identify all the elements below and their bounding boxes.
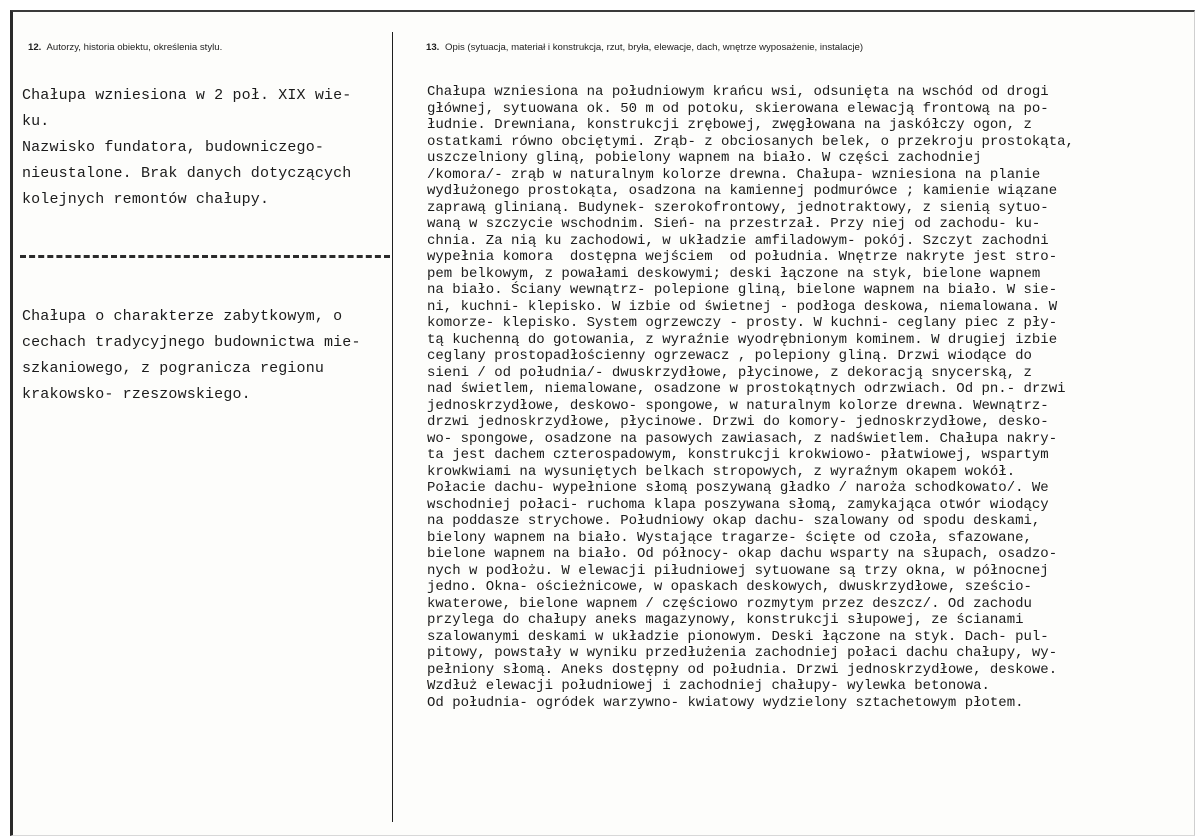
description-line: bielony wapnem na biało. Wystające tragarze- ścięte od czoła, sfazowane, [427, 529, 1032, 546]
description-line: na poddasze strychowe. Południowy okap dachu- szalowany od spodu deskami, [427, 513, 1041, 529]
description-line: zaprawą glinianą. Budynek- szerokofrontowy, jednotraktowy, z sienią sytuo- [427, 199, 1049, 216]
description-line: tą kuchenną do gotowania, z wyraźnie wyodrębnionym kominem. W drugiej izbie [427, 331, 1058, 348]
description-line: ta jest dachem czterospadowym, konstrukcji krokwiowo- płatwiowej, wspartym [427, 447, 1049, 463]
style-line: krakowsko- rzeszowskiego. [22, 386, 251, 403]
description-line: sieni / od południa/- dwuskrzydłowe, płycinowe, z dekoracją snycerską, z [427, 364, 1032, 381]
style-text [22, 304, 402, 408]
description-text [427, 84, 1187, 711]
history-line: kolejnych remontów chałupy. [22, 191, 270, 208]
description-line: komorze- klepisko. System ogrzewczy - prosty. W kuchni- ceglany piec z pły- [427, 315, 1058, 331]
history-line: Nazwisko fundatora, budowniczego- [22, 139, 324, 156]
description-line: ni, kuchni- klepisko. W izbie od świetnej - podłoga deskowa, niemalowana. W [427, 298, 1058, 315]
description-line: krowkwiami na wysuniętych belkach stropowych, z wyraźnym okapem wokół. [427, 463, 1016, 480]
section-13-number: 13. [426, 42, 440, 53]
history-line: ku. [22, 113, 50, 130]
description-line: uszczelniony gliną, pobielony wapnem na biało. W części zachodniej [427, 150, 982, 166]
description-line: waną w szczycie wschodnim. Sień- na przestrzał. Przy niej od zachodu- ku- [427, 216, 1041, 232]
description-line: głównej, sytuowana ok. 50 m od potoku, skierowana elewacją frontową na po- [427, 100, 1049, 117]
description-line: Połacie dachu- wypełnione słomą poszywaną gładko / naroża schodkowato/. We [427, 480, 1049, 496]
description-line: bielone wapnem na biało. Od północy- okap dachu wsparty na słupach, osadzo- [427, 546, 1058, 562]
style-line: Chałupa o charakterze zabytkowym, o [22, 308, 343, 325]
description-line: ostatkami równo obciętymi. Zrąb- z obciosanych belek, o przekroju prostokąta, [427, 133, 1074, 150]
section-13-title: Opis (sytuacja, materiał i konstrukcja, rzut, bryła, elewacje, dach, wnętrze wyposażenie, instalacje) [445, 42, 864, 53]
history-line: Chałupa wzniesiona w 2 poł. XIX wie- [22, 87, 352, 104]
description-line: wo- spongowe, osadzone na pasowych zawiasach, z nadświetlem. Chałupa nakry- [427, 430, 1058, 447]
section-13-header [426, 42, 863, 53]
description-line: pitowy, powstały w wyniku przedłużenia zachodniej połaci dachu chałupy, wy- [427, 645, 1058, 661]
description-line: wydłużonego prostokąta, osadzona na kamiennej podmurówce ; kamienie wiązane [427, 183, 1058, 199]
description-line: łudnie. Drewniana, konstrukcji zrębowej, zwęgłowana na jaskółczy ogon, z [427, 117, 1032, 133]
style-line: szkaniowego, z pogranicza regionu [22, 360, 324, 377]
section-12-title: Autorzy, historia obiektu, określenia stylu. [46, 42, 223, 53]
description-line: chnia. Za nią ku zachodowi, w układzie amfiladowym- pokój. Szczyt zachodni [427, 232, 1049, 249]
description-line: nad świetlem, niemalowane, osadzone w prostokątnych odrzwiach. Od pn.- drzwi [427, 381, 1066, 397]
history-text [22, 83, 402, 213]
description-line: drzwi jednoskrzydłowe, płycinowe. Drzwi do komory- jednoskrzydłowe, desko- [427, 414, 1049, 430]
description-line: pem belkowym, z powałami deskowymi; deski łączone na styk, bielone wapnem [427, 265, 1041, 282]
description-line: jednoskrzydłowe, deskowo- spongowe, w naturalnym kolorze drewna. Wewnątrz- [427, 397, 1049, 414]
section-12-header [28, 42, 222, 53]
description-line: jedno. Okna- ościeżnicowe, w opaskach deskowych, dwuskrzydłowe, sześcio- [427, 579, 1032, 595]
style-line: cechach tradycyjnego budownictwa mie- [22, 334, 361, 351]
description-line: kwaterowe, bielone wapnem / częściowo rozmytym przez deszcz/. Od zachodu [427, 595, 1032, 612]
description-line: wschodniej połaci- ruchoma klapa poszywana słomą, zamykająca otwór wiodący [427, 496, 1049, 513]
description-line: na biało. Ściany wewnątrz- polepione gliną, bielone wapnem na biało. W sie- [427, 282, 1058, 298]
description-line: Chałupa wzniesiona na południowym krańcu wsi, odsunięta na wschód od drogi [427, 84, 1049, 100]
description-line: szalowanymi deskami w układzie pionowym. Deski łączone na styk. Dach- pul- [427, 628, 1049, 645]
description-line: przylega do chałupy aneks magazynowy, konstrukcji słupowej, ze ścianami [427, 612, 1024, 628]
history-line: nieustalone. Brak danych dotyczących [22, 165, 352, 182]
description-line: Wzdłuż elewacji południowej i zachodniej chałupy- wylewka betonowa. [427, 678, 990, 694]
description-line: pełniony słomą. Aneks dostępny od południa. Drzwi jednoskrzydłowe, deskowe. [427, 661, 1058, 678]
description-line: wypełnia komora dostępna wejściem od południa. Wnętrze nakryte jest stro- [427, 249, 1058, 265]
description-line: ceglany prostopadłościenny ogrzewacz , polepiony gliną. Drzwi wiodące do [427, 348, 1032, 364]
dashed-separator [20, 255, 390, 258]
description-line: Od południa- ogródek warzywno- kwiatowy wydzielony sztachetowym płotem. [427, 694, 1024, 711]
description-line: /komora/- zrąb w naturalnym kolorze drewna. Chałupa- wzniesiona na planie [427, 166, 1041, 183]
section-12-number: 12. [28, 42, 42, 53]
description-line: nych w podłożu. W elewacji piłudniowej sytuowane są trzy okna, w północnej [427, 562, 1049, 579]
